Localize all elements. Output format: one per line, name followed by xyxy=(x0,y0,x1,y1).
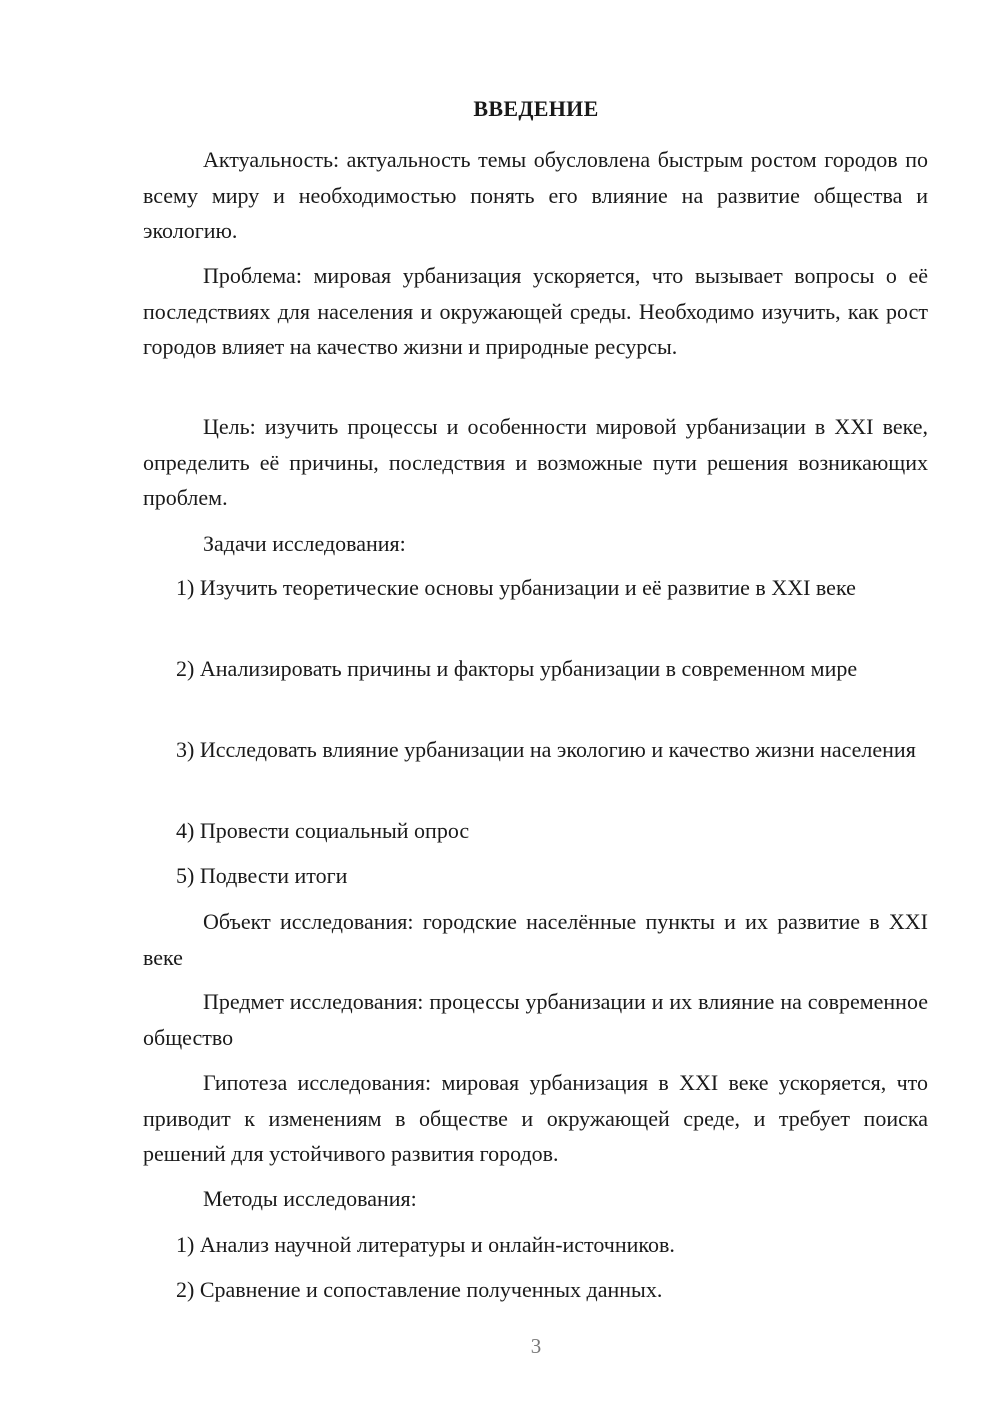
list-item-task-1: 1) Изучить теоретические основы урбанизации и её развитие в XXI веке xyxy=(176,575,856,600)
page-number: 3 xyxy=(530,1334,542,1358)
paragraph-problem: Проблема: мировая урбанизация ускоряется, что вызывает вопросы о её последствиях для населения и окружающей среды. Необходимо изучить, как рост городов влияет на качество жизни и природные ресурсы. xyxy=(143,263,928,359)
list-item-task-3: 3) Исследовать влияние урбанизации на экологию и качество жизни населения xyxy=(176,737,916,762)
list-item-task-2: 2) Анализировать причины и факторы урбанизации в современном мире xyxy=(176,656,858,681)
page-title: ВВЕДЕНИЕ xyxy=(473,96,599,121)
paragraph-methods-heading: Методы исследования: xyxy=(203,1186,417,1211)
list-item-method-1: 1) Анализ научной литературы и онлайн-источников. xyxy=(176,1232,675,1257)
paragraph-relevance: Актуальность: актуальность темы обусловлена быстрым ростом городов по всему миру и необходимостью понять его влияние на развитие общества и экологию. xyxy=(143,147,928,243)
list-item-method-2: 2) Сравнение и сопоставление полученных данных. xyxy=(176,1277,663,1302)
paragraph-hypothesis: Гипотеза исследования: мировая урбанизация в XXI веке ускоряется, что приводит к изменениям в обществе и окружающей среде, и требует поиска решений для устойчивого развития городов. xyxy=(143,1070,928,1166)
list-item-task-5: 5) Подвести итоги xyxy=(176,863,348,888)
paragraph-subject: Предмет исследования: процессы урбанизации и их влияние на современное общество xyxy=(143,989,928,1050)
paragraph-object: Объект исследования: городские населённые пункты и их развитие в XXI веке xyxy=(143,909,928,970)
list-item-task-4: 4) Провести социальный опрос xyxy=(176,818,470,843)
paragraph-goal: Цель: изучить процессы и особенности мировой урбанизации в XXI веке, определить её причины, последствия и возможные пути решения возникающих проблем. xyxy=(143,414,928,510)
paragraph-tasks-heading: Задачи исследования: xyxy=(203,531,406,556)
